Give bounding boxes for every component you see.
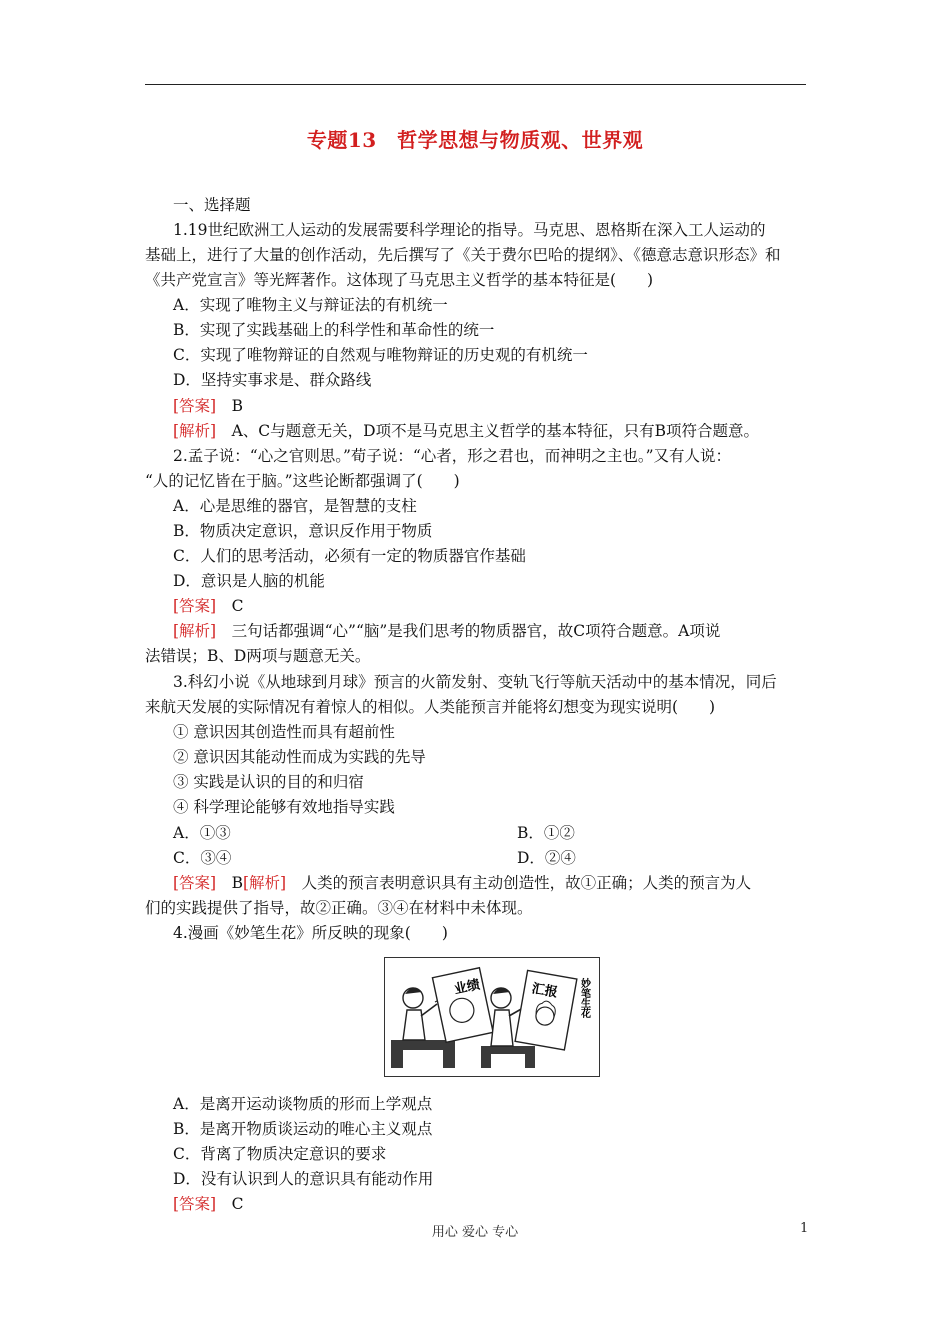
q2-answer xyxy=(173,596,243,616)
analysis-text: 人类的预言表明意识具有主动创造性，故①正确；人类的预言为人 xyxy=(286,874,752,892)
q1-answer xyxy=(173,396,243,416)
q2-option-c: C．人们的思考活动，必须有一定的物质器官作基础 xyxy=(173,547,526,565)
answer-tag: [答案] xyxy=(173,597,217,615)
q2-option-a: A．心是思维的器官，是智慧的支柱 xyxy=(173,497,417,515)
desk-left xyxy=(391,1040,455,1068)
answer-tag: [答案] xyxy=(173,397,217,415)
q1-option-d: D．坚持实事求是、群众路线 xyxy=(173,371,372,389)
section-heading: 一、选择题 xyxy=(173,196,251,214)
answer-value: B xyxy=(216,874,243,892)
q4-option-a: A．是离开运动谈物质的形而上学观点 xyxy=(173,1095,433,1113)
q4-option-c: C．背离了物质决定意识的要求 xyxy=(173,1145,387,1163)
analysis-text: A、C与题意无关，D项不是马克思主义哲学的基本特征，只有B项符合题意。 xyxy=(216,422,759,440)
person-left-arm xyxy=(421,1004,437,1016)
analysis-text: 三句话都强调“心”“脑”是我们思考的物质器官，故C项符合题意。A项说 xyxy=(216,622,721,640)
q4-option-b: B．是离开物质谈运动的唯心主义观点 xyxy=(173,1120,433,1138)
q1-stem-line3: 《共产党宣言》等光辉著作。这体现了马克思主义哲学的基本特征是( ) xyxy=(145,271,654,289)
page-title: 专题13 哲学思想与物质观、世界观 xyxy=(306,128,644,152)
q1-analysis xyxy=(173,421,759,441)
q1-stem-line2: 基础上，进行了大量的创作活动，先后撰写了《关于费尔巴哈的提纲》、《德意志意识形态》和 xyxy=(145,246,781,264)
q4-option-d: D．没有认识到人的意识具有能动作用 xyxy=(173,1170,434,1188)
q2-stem-line2: “人的记忆皆在于脑。”这些论断都强调了( ) xyxy=(145,472,460,490)
analysis-tag: [解析] xyxy=(173,622,217,640)
q3-answer-analysis xyxy=(173,873,751,893)
analysis-tag: [解析] xyxy=(173,422,217,440)
q1-option-a: A．实现了唯物主义与辩证法的有机统一 xyxy=(173,296,448,314)
cartoon-figure xyxy=(384,957,600,1077)
q3-option-b: B．①② xyxy=(517,824,575,842)
q2-option-b: B．物质决定意识，意识反作用于物质 xyxy=(173,522,433,540)
q1-stem-line1: 1.19世纪欧洲工人运动的发展需要科学理论的指导。马克思、恩格斯在深入工人运动的 xyxy=(173,221,766,239)
answer-value: C xyxy=(216,1195,244,1213)
answer-value: C xyxy=(216,597,244,615)
sheet-right-label: 汇报 xyxy=(530,981,559,1001)
q3-stem-line2: 来航天发展的实际情况有着惊人的相似。人类能预言并能将幻想变为现实说明( ) xyxy=(145,698,716,716)
q3-statement-4: ④ 科学理论能够有效地指导实践 xyxy=(173,798,395,816)
cartoon-illustration xyxy=(385,958,599,1076)
q2-analysis-line2: 法错误；B、D两项与题意无关。 xyxy=(145,647,371,665)
sheet-right xyxy=(515,970,577,1050)
q3-analysis-line2: 们的实践提供了指导，故②正确。③④在材料中未体现。 xyxy=(145,899,533,917)
desk-right xyxy=(481,1046,535,1068)
cartoon-caption: 妙笔生花 xyxy=(578,978,590,1018)
q3-statement-2: ② 意识因其能动性而成为实践的先导 xyxy=(173,748,426,766)
q1-option-b: B．实现了实践基础上的科学性和革命性的统一 xyxy=(173,321,495,339)
q2-option-d: D．意识是人脑的机能 xyxy=(173,572,325,590)
q2-stem-line1: 2.孟子说：“心之官则思。”荀子说：“心者，形之君也，而神明之主也。”又有人说： xyxy=(173,447,731,465)
sheet-left-label: 业绩 xyxy=(452,977,482,998)
q3-stem-line1: 3.科幻小说《从地球到月球》预言的火箭发射、变轨飞行等航天活动中的基本情况，同后 xyxy=(173,673,777,691)
q3-option-d: D．②④ xyxy=(517,849,576,867)
q3-statement-1: ① 意识因其创造性而具有超前性 xyxy=(173,723,395,741)
page-number: 1 xyxy=(800,1221,809,1236)
answer-tag: [答案] xyxy=(173,1195,217,1213)
q3-option-a: A．①③ xyxy=(173,824,231,842)
q3-option-c: C．③④ xyxy=(173,849,232,867)
q3-statement-3: ③ 实践是认识的目的和归宿 xyxy=(173,773,364,791)
q4-answer xyxy=(173,1194,243,1214)
footer-text: 用心 爱心 专心 xyxy=(431,1225,519,1240)
analysis-tag: [解析] xyxy=(243,874,287,892)
q1-option-c: C．实现了唯物辩证的自然观与唯物辩证的历史观的有机统一 xyxy=(173,346,588,364)
answer-value: B xyxy=(216,397,243,415)
header-rule xyxy=(145,84,806,85)
answer-tag: [答案] xyxy=(173,874,217,892)
q4-stem: 4.漫画《妙笔生花》所反映的现象( ) xyxy=(173,924,448,942)
sheet-left xyxy=(432,968,493,1043)
q2-analysis-line1 xyxy=(173,621,720,641)
